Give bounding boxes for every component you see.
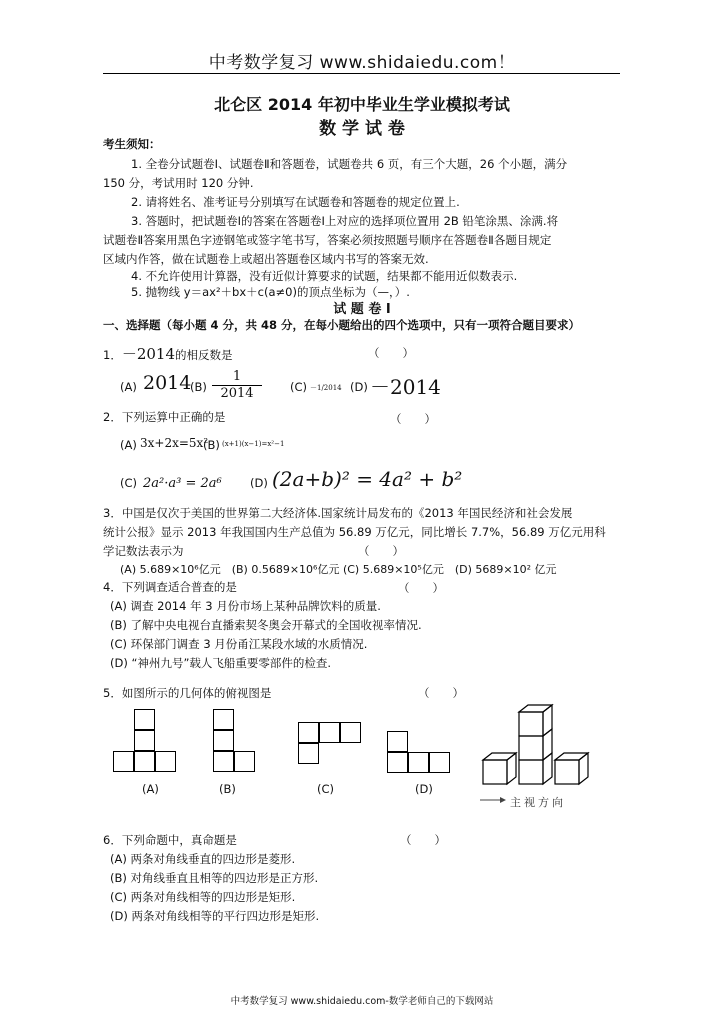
q5-option-b-label: (B) — [219, 782, 236, 796]
q2-option-d-label: (D) — [250, 476, 268, 490]
q1-option-b-numerator: 1 — [232, 369, 242, 384]
notice-item-2: 2. 请将姓名、准考证号分别填写在试题卷和答题卷的规定位置上. — [131, 195, 460, 209]
notice-item-3a: 3. 答题时，把试题卷Ⅰ的答案在答题卷Ⅰ上对应的选择项位置用 2B 铅笔涂黑、涂满.将 — [131, 214, 559, 228]
exam-title: 北仑区 2014 年初中毕业生学业模拟考试 — [214, 95, 510, 114]
notice-item-1b: 150 分，考试用时 120 分钟. — [103, 176, 254, 190]
q3-line-2: 统计公报》显示 2013 年我国国内生产总值为 56.89 万亿元，同比增长 7.7%，56.89 万亿元用科 — [103, 525, 606, 539]
page-footer: 中考数学复习 www.shidaiedu.com-数学老师自己的下载网站 — [230, 996, 494, 1007]
page-header: 中考数学复习 www.shidaiedu.com！ — [208, 53, 516, 73]
q3-answer-paren: （ ） — [358, 544, 404, 558]
q4-option-b: (B) 了解中央电视台直播索契冬奥会开幕式的全国收视率情况. — [110, 618, 422, 632]
q6-option-a: (A) 两条对角线垂直的四边形是菱形. — [110, 852, 296, 866]
notice-item-3b: 试题卷Ⅱ答案用黑色字迹钢笔或签字笔书写，答案必须按照题号顺序在答题卷Ⅱ各题目规定 — [103, 233, 552, 247]
exam-subtitle: 数 学 试 卷 — [319, 119, 405, 139]
q5-direction-label: 主视方向 — [510, 796, 566, 809]
q3-options: (A) 5.689×10⁶亿元 (B) 0.5689×10⁶亿元 (C) 5.689×10⁵亿元 (D) 5689×10² 亿元 — [120, 563, 557, 576]
q2-option-c-label: (C) — [120, 476, 138, 490]
q5-direction-arrow-head — [500, 797, 506, 803]
q1-option-c-label: (C) — [290, 380, 308, 394]
q2-option-b-value: (x+1)(x−1)=x²−1 — [222, 440, 285, 448]
q5-stem: 5．如图所示的几何体的俯视图是 — [103, 686, 272, 700]
q2-option-a-label: (A) — [120, 438, 137, 452]
header-divider — [103, 73, 620, 74]
notice-item-3c: 区域内作答，做在试题卷上或超出答题卷区域内书写的答案无效. — [103, 252, 429, 266]
q2-stem: 2．下列运算中正确的是 — [103, 410, 226, 424]
q2-option-b-label: (B) — [203, 438, 220, 452]
q1-option-b-label: (B) — [190, 380, 207, 394]
q1-option-b-fraction — [212, 370, 262, 401]
q4-stem: 4．下列调查适合普查的是 — [103, 580, 237, 594]
notice-item-5: 5. 抛物线 y＝ax²＋bx＋c(a≠0)的顶点坐标为（—，）. — [131, 285, 410, 299]
notice-heading: 考生须知： — [103, 137, 161, 151]
q1-option-a-value: 2014 — [143, 372, 192, 394]
q6-option-c: (C) 两条对角线相等的四边形是矩形. — [110, 890, 296, 904]
q6-option-d: (D) 两条对角线相等的平行四边形是矩形. — [110, 909, 320, 923]
section-heading: 试 题 卷 Ⅰ — [333, 302, 391, 317]
q1-option-c-value: －1/2014 — [310, 384, 342, 392]
q6-stem: 6．下列命题中，真命题是 — [103, 833, 237, 847]
q4-option-d: (D) “神州九号”载人飞船重要零部件的检查. — [110, 656, 332, 670]
q3-line-3: 学记数法表示为 — [103, 544, 184, 558]
q5-option-a-label: (A) — [142, 782, 159, 796]
q6-answer-paren: （ ） — [400, 833, 446, 847]
q6-option-b: (B) 对角线垂直且相等的四边形是正方形. — [110, 871, 319, 885]
q5-answer-paren: （ ） — [418, 686, 464, 700]
q2-option-d-value: (2a+b)² = 4a² + b² — [272, 467, 463, 491]
q5-option-d-label: (D) — [415, 782, 433, 796]
q4-answer-paren: （ ） — [398, 581, 444, 595]
q4-option-c: (C) 环保部门调查 3 月份甬江某段水域的水质情况. — [110, 637, 368, 651]
q1-option-a-label: (A) — [120, 380, 137, 394]
q1-stem-math: －2014 — [121, 345, 176, 363]
notice-item-4: 4. 不允许使用计算器，没有近似计算要求的试题，结果都不能用近似数表示. — [131, 269, 518, 283]
notice-item-1a: 1. 全卷分试题卷Ⅰ、试题卷Ⅱ和答题卷，试题卷共 6 页，有三个大题，26 个小题，满分 — [131, 157, 568, 171]
q2-option-c-value: 2a²·a³ = 2a⁶ — [143, 476, 222, 491]
q1-option-d-label: (D) — [350, 380, 368, 394]
part1-heading: 一、选择题（每小题 4 分，共 48 分，在每小题给出的四个选项中，只有一项符合题目要求） — [103, 318, 581, 332]
q1-option-d-value: －2014 — [370, 375, 441, 399]
q4-option-a: (A) 调查 2014 年 3 月份市场上某种品牌饮料的质量. — [110, 599, 381, 613]
q1-answer-paren: （ ） — [368, 346, 414, 360]
q3-line-1: 3．中国是仅次于美国的世界第二大经济体.国家统计局发布的《2013 年国民经济和社会发展 — [103, 506, 573, 520]
q5-solid-cubes — [483, 705, 588, 784]
q1-stem: 1．－2014的相反数是 — [103, 345, 233, 363]
q2-answer-paren: （ ） — [390, 412, 436, 426]
q5-option-c-label: (C) — [317, 782, 335, 796]
q2-option-a-value: 3x+2x=5x² — [140, 436, 209, 450]
q1-option-b-denominator: 2014 — [220, 386, 254, 401]
